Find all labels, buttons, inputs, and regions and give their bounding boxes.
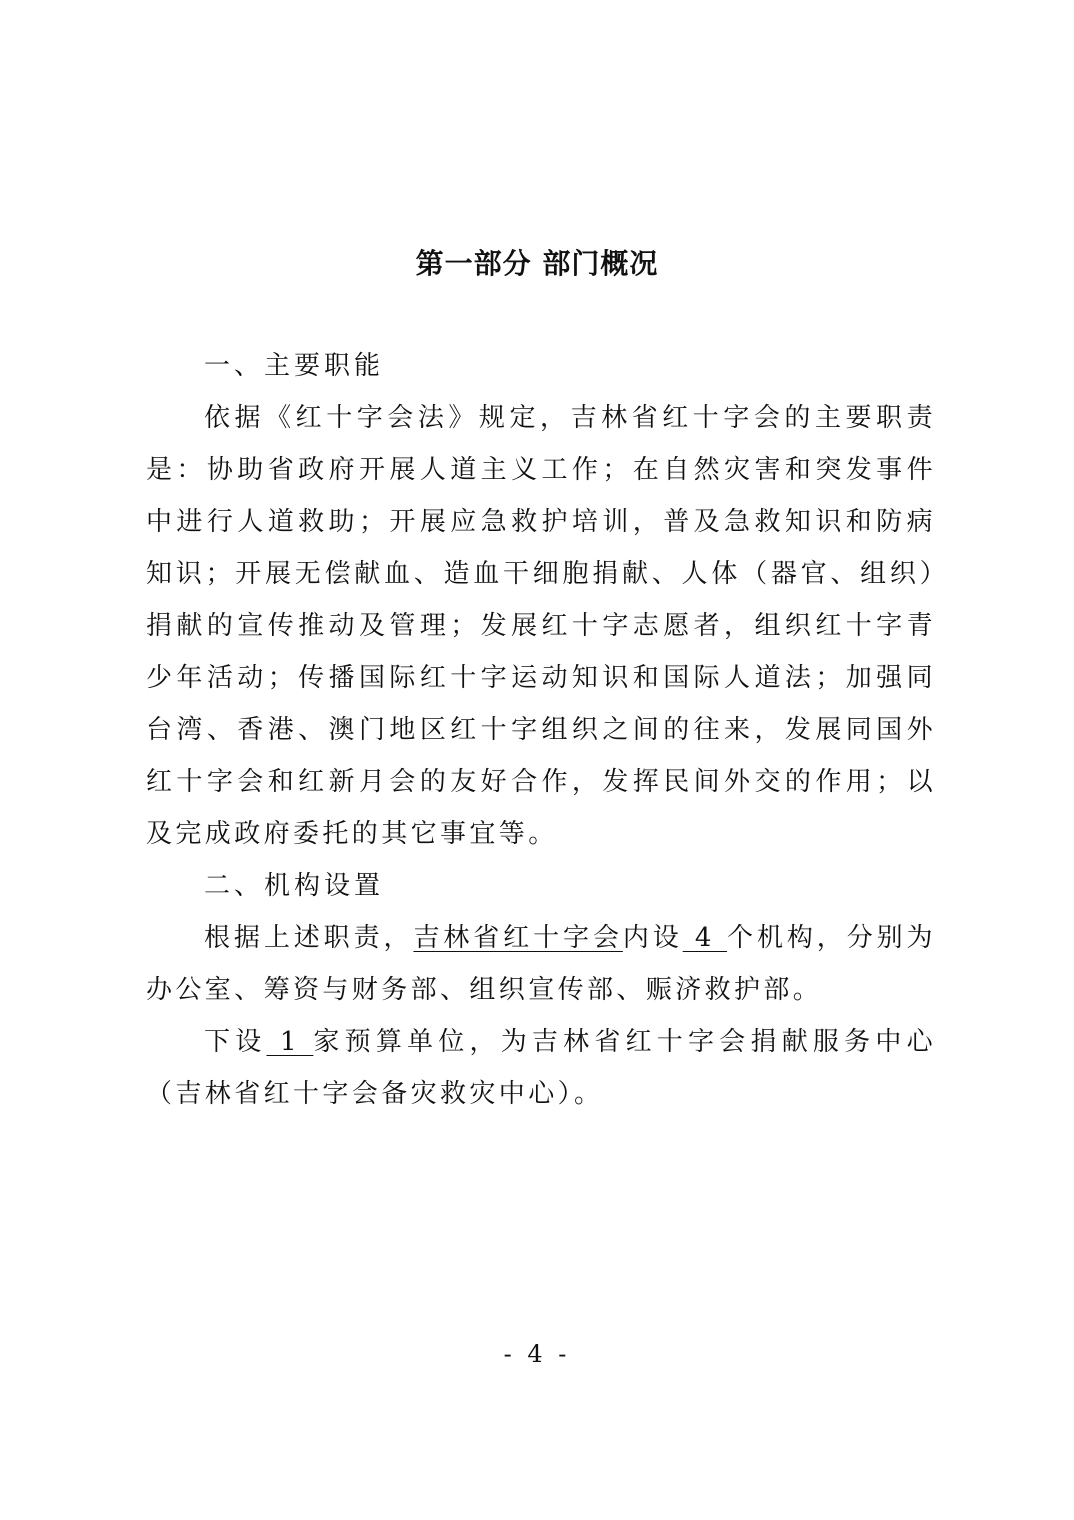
budget-para-suffix: 家预算单位，为吉林省红十字会捐献服务中心（吉林省红十字会备灾救灾中心）。 [146,1027,936,1109]
org-para-suffix: 个机构，分别为办公室、筹资与财务部、组织宣传部、赈济救护部。 [146,923,936,1005]
department-count: 4 [682,923,728,953]
org-name-underlined: 吉林省红十字会 [413,923,623,953]
main-functions-paragraph: 依据《红十字会法》规定，吉林省红十字会的主要职责是：协助省政府开展人道主义工作；在自然灾害和突发事件中进行人道救助；开展应急救护培训，普及急救知识和防病知识；开展无偿献血、造血干细胞捐献、人体（器官、组织）捐献的宣传推动及管理；发展红十字志愿者，组织红十字青少年活动；传播国际红十字运动知识和国际人道法；加强同台湾、香港、澳门地区红十字组织之间的往来，发展同国外红十字会和红新月会的友好合作，发挥民间外交的作用；以及完成政府委托的其它事宜等。 [146,403,936,849]
page-title: 第一部分 部门概况 [415,247,659,280]
section-heading-organization: 二、机构设置 [204,871,385,901]
page-number: - 4 - [503,1340,571,1368]
org-para-prefix: 根据上述职责， [204,923,414,953]
section-heading-main-functions: 一、主要职能 [204,351,385,381]
budget-unit-paragraph [146,1016,936,1120]
org-para-mid: 内设 [622,923,683,953]
organization-paragraph [146,912,936,1016]
document-body [146,340,936,1120]
budget-para-prefix: 下设 [204,1027,267,1057]
budget-unit-count: 1 [266,1027,314,1057]
